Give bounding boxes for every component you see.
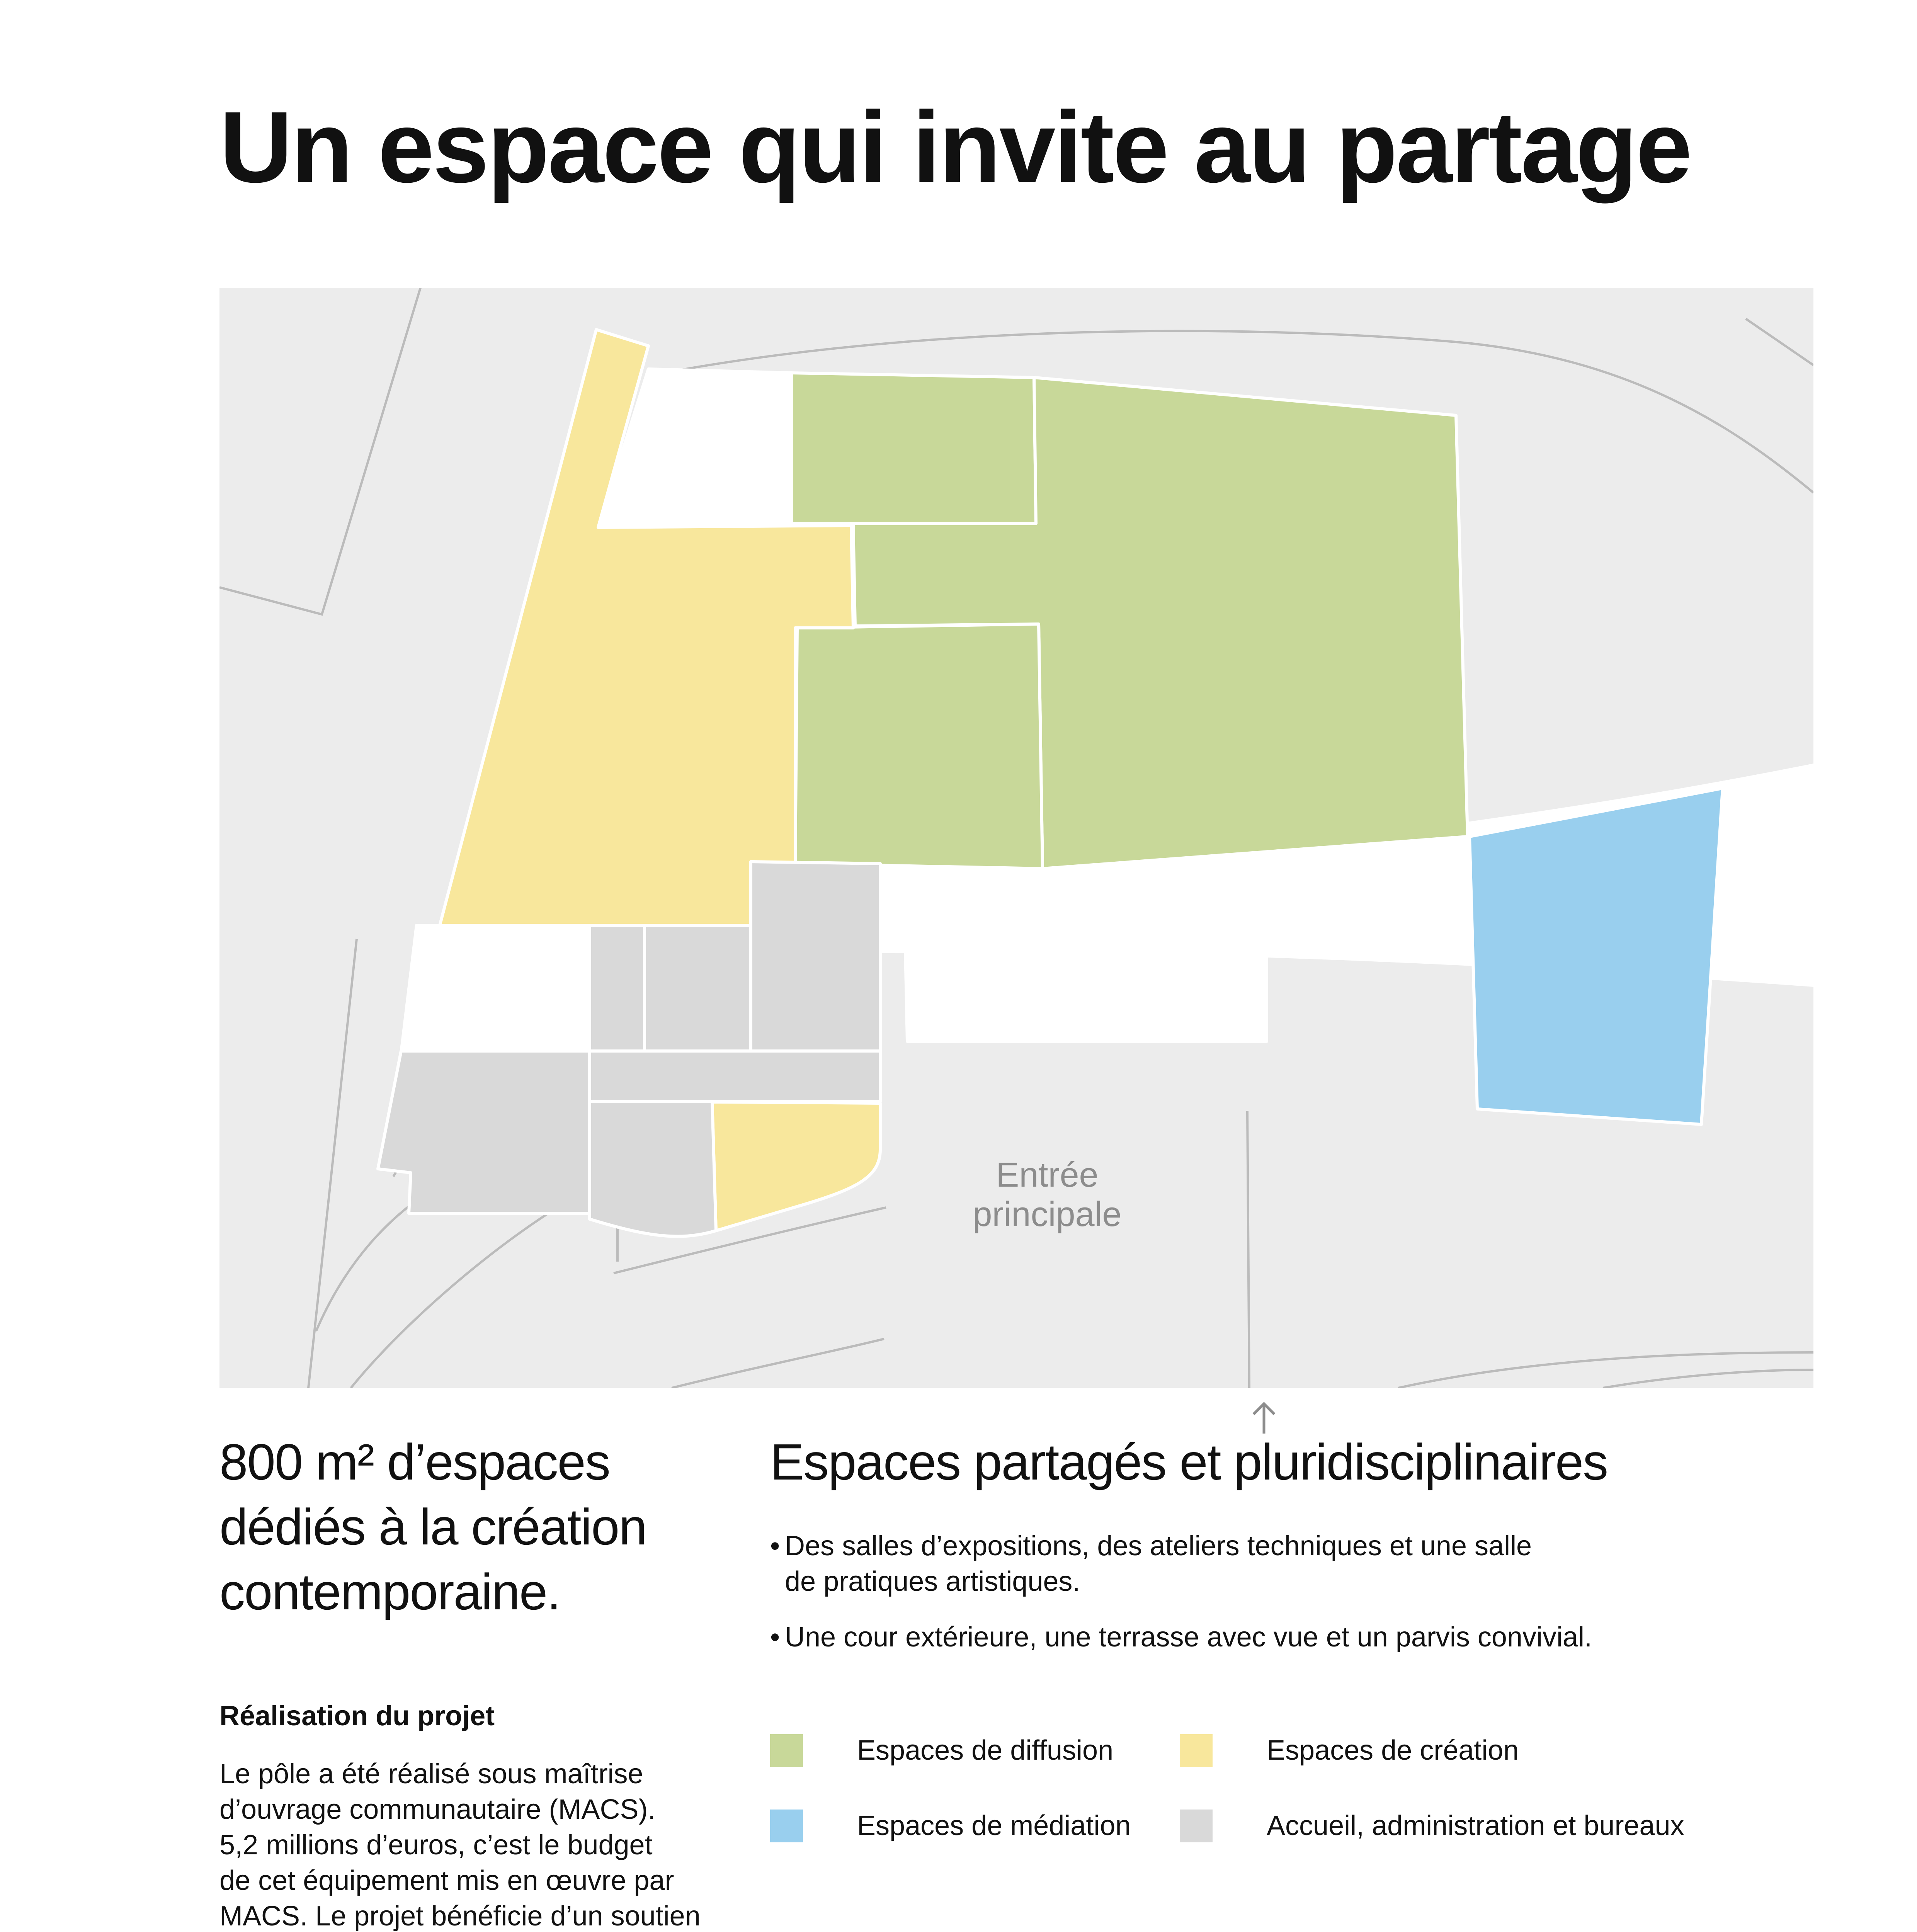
feature-text: de pratiques artistiques. [785,1566,1080,1597]
legend-label: Espaces de création [1267,1735,1519,1766]
office-corridor [590,1051,880,1101]
project-line: Le pôle a été réalisé sous maîtrise [219,1759,643,1789]
feature-list [770,1528,1813,1675]
reception-area [378,1051,590,1213]
project-line: de cet équipement mis en œuvre par [219,1865,674,1896]
section-heading: Espaces partagés et pluridisciplinaires [770,1434,1608,1490]
legend-label: Espaces de médiation [857,1810,1131,1841]
legend-label: Accueil, administration et bureaux [1267,1810,1684,1841]
headline [219,1430,780,1624]
feature-text: • Une cour extérieure, une terrasse avec vue et un parvis convivial. [785,1622,1592,1653]
legend-swatch [1180,1734,1213,1767]
entry-label-line: principale [973,1195,1122,1234]
project-description [219,1756,760,1932]
page-title: Un espace qui invite au partage [219,90,1691,204]
project-line: d’ouvrage communautaire (MACS). [219,1794,656,1825]
legend-item-diffusion [770,1731,1113,1770]
legend [770,1731,1813,1886]
legend-swatch [1180,1810,1213,1842]
office-1 [590,925,645,1051]
headline-line: contemporaine. [219,1563,560,1620]
patio-area [903,856,1267,1041]
legend-item-creation [1180,1731,1519,1770]
project-title: Réalisation du projet [219,1701,495,1731]
headline-line: dédiés à la création [219,1498,646,1555]
office-3 [751,862,880,1051]
legend-swatch [770,1810,803,1842]
diffusion-room-1 [791,373,1036,524]
office-2 [645,925,751,1051]
legend-label: Espaces de diffusion [857,1735,1114,1766]
diffusion-room-3 [795,624,1043,869]
admin-area [590,1101,716,1236]
legend-item-mediation [770,1806,1131,1845]
feature-item [770,1619,1813,1655]
headline-line: 800 m² d’espaces [219,1434,610,1490]
mediation-room [1470,788,1723,1124]
project-line: 5,2 millions d’euros, c’est le budget [219,1830,653,1861]
legend-item-accueil [1180,1806,1684,1845]
entry-label [927,1155,1167,1234]
project-line: MACS. Le projet bénéficie d’un soutien [219,1901,701,1932]
entry-label-line: Entrée [996,1156,1099,1194]
feature-text: • Des salles d’expositions, des ateliers techniques et une salle [785,1531,1532,1561]
feature-item [770,1528,1813,1599]
legend-swatch [770,1734,803,1767]
